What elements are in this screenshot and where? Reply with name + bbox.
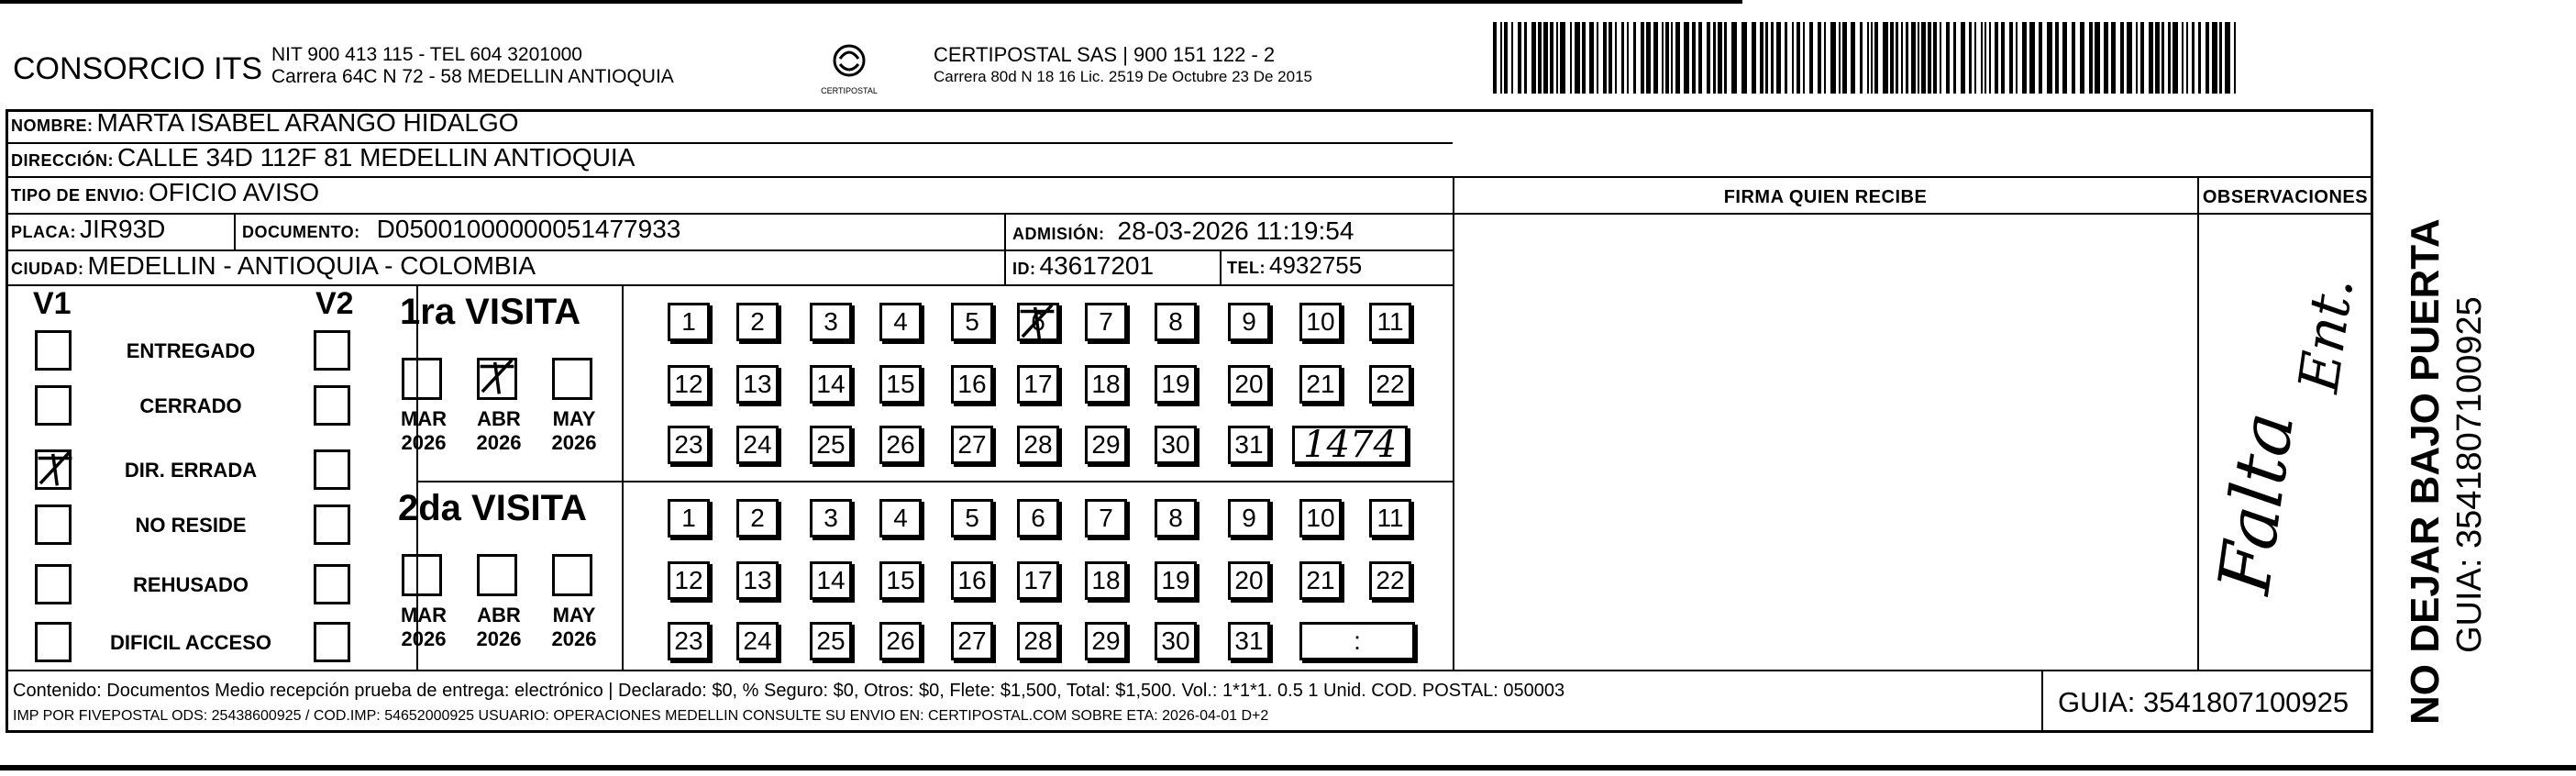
day-box[interactable] [951,622,993,660]
day-box[interactable] [1155,365,1197,404]
rule [234,213,236,249]
day-number: 27 [957,430,987,459]
status-checkbox-v1[interactable] [35,504,72,545]
rule [1453,176,1454,670]
rule [6,284,1453,286]
plate-label: PLACA: [11,223,76,241]
day-box[interactable] [1085,303,1127,341]
day-box[interactable] [951,365,993,404]
day-number: 19 [1161,566,1190,594]
day-number: 18 [1091,370,1121,398]
status-label: ENTREGADO [126,339,256,362]
address-row [11,143,635,172]
time-box-handwritten[interactable]: 1474 [1292,426,1408,464]
day-box[interactable] [1017,365,1059,404]
day-box[interactable] [1369,303,1411,341]
day-box[interactable] [879,561,922,600]
day-number: 17 [1023,370,1053,398]
status-checkbox-v1[interactable] [35,622,72,662]
day-number: 13 [743,370,772,398]
day-number: 6 [1031,307,1045,336]
month-name: MAY [552,604,596,626]
handwritten-ent: Ent. [2286,272,2367,397]
day-box[interactable] [1369,365,1411,404]
day-box[interactable] [1085,499,1127,538]
rule [6,176,2373,178]
day-box[interactable] [1299,499,1342,538]
day-box[interactable] [668,561,710,600]
carrier-name: CERTIPOSTAL SAS | 900 151 122 - 2 [934,43,1276,66]
company-address: Carrera 64C N 72 - 58 MEDELLIN ANTIOQUIA [271,66,674,87]
day-number: 2 [750,307,765,336]
rule [2041,670,2043,733]
day-number: 4 [893,307,908,336]
month-name: ABR [477,604,521,626]
status-label: NO RESIDE [135,514,247,537]
day-box[interactable] [736,561,779,600]
shipping-type: OFICIO AVISO [149,178,320,206]
barcode [1493,22,2243,94]
month-label [396,604,451,651]
month-label [471,407,526,455]
status-checkbox-v2[interactable] [314,330,350,371]
shipping-type-row [11,178,319,207]
day-box[interactable] [736,499,779,538]
status-checkbox-v2[interactable] [314,564,350,604]
month-label [547,407,602,455]
rule [6,670,2373,671]
carrier-address: Carrera 80d N 18 16 Lic. 2519 De Octubre 23 De 2015 [934,68,1312,85]
admission: 28-03-2026 11:19:54 [1117,216,1354,245]
visit-title: 2da VISITA [398,488,587,528]
rule [416,481,1453,482]
top-rule [0,0,1742,4]
day-number: 31 [1234,626,1264,655]
day-box[interactable] [736,622,779,660]
month-name: MAR [400,604,448,626]
status-label: DIR. ERRADA [124,459,258,482]
footer-contents: Contenido: Documentos Medio recepción prueba de entrega: electrónico | Declarado: $0, % Seguro: $0, Otros: $0, Flete: $1,500, Total: $1,500. Vol.: 1*1*1. 0.5 1 Unid. COD. POSTAL: 050003 [13,681,1565,701]
day-number: 25 [816,626,846,655]
day-number: 16 [957,566,987,594]
day-box[interactable] [951,303,993,341]
month-name: MAR [400,407,448,430]
day-box[interactable] [668,622,710,660]
day-number: 20 [1234,370,1264,398]
company-name: CONSORCIO ITS [13,51,263,86]
time-box[interactable]: : [1299,622,1415,660]
company-nit-tel: NIT 900 413 115 - TEL 604 3201000 [271,44,582,65]
day-box[interactable] [668,426,710,464]
day-box[interactable] [1155,622,1197,660]
day-box[interactable] [1155,499,1197,538]
day-box[interactable] [1299,365,1342,404]
day-number: 16 [957,370,987,398]
day-number: 7 [1099,307,1113,336]
day-box[interactable] [736,365,779,404]
status-checkbox-v1[interactable] [35,385,72,426]
side-guide: GUIA: 3541807100925 [2450,296,2489,653]
day-box[interactable] [1017,622,1059,660]
month-checkbox[interactable] [477,358,517,400]
tel-label: TEL: [1227,259,1266,277]
day-box[interactable] [1369,561,1411,600]
month-year: 2026 [551,627,597,650]
day-number: 23 [674,430,703,459]
day-number: 30 [1161,430,1190,459]
month-name: ABR [477,407,521,430]
day-box[interactable] [810,303,852,341]
address-label: DIRECCIÓN: [11,151,114,170]
day-box[interactable] [951,426,993,464]
footer-print-info: IMP POR FIVEPOSTAL ODS: 25438600925 / COD.IMP: 54652000925 USUARIO: OPERACIONES MEDELLIN CONSULTE SU ENVIO EN: CERTIPOSTAL.COM SOBRE ETA: 2026-04-01 D+2 [13,708,1269,724]
carrier-info [934,44,1312,88]
rule [1004,213,1006,284]
day-number: 3 [824,307,838,336]
day-box[interactable] [879,303,922,341]
day-number: 25 [816,430,846,459]
month-year: 2026 [551,431,597,454]
day-number: 11 [1376,307,1404,336]
day-number: 31 [1234,430,1264,459]
name-row [11,108,519,138]
day-box[interactable] [1155,561,1197,600]
name-label: NOMBRE: [11,116,94,135]
day-number: 15 [886,370,915,398]
day-number: 9 [1242,504,1256,532]
day-number: 10 [1306,504,1335,532]
day-number: 27 [957,626,987,655]
visit-title: 1ra VISITA [400,292,581,332]
day-number: 24 [743,430,772,459]
footer-guide: GUIA: 3541807100925 [2058,686,2349,718]
bottom-rule [0,765,2576,770]
city-row [11,251,536,281]
month-label [471,604,526,651]
document-label: DOCUMENTO: [242,223,360,241]
month-year: 2026 [401,431,447,454]
status-label: CERRADO [139,394,242,417]
day-box[interactable] [1085,426,1127,464]
day-box[interactable] [1155,426,1197,464]
admission-row [1012,216,1354,246]
day-number: 6 [1031,504,1045,532]
day-number: 10 [1306,307,1335,336]
day-box[interactable] [1299,561,1342,600]
day-number: 26 [886,430,915,459]
month-checkbox[interactable] [477,554,517,596]
day-number: 14 [816,566,846,594]
day-box[interactable] [1017,426,1059,464]
company-info [271,44,674,88]
day-number: 4 [893,504,908,532]
shipping-type-label: TIPO DE ENVIO: [11,186,146,205]
day-box[interactable] [1017,303,1059,341]
day-box[interactable] [1299,303,1342,341]
day-number: 14 [816,370,846,398]
day-box[interactable] [810,622,852,660]
status-checkbox-v1[interactable] [35,564,72,604]
observations-handwriting [2199,220,2371,668]
day-box[interactable] [668,303,710,341]
day-box[interactable] [1228,365,1270,404]
day-box[interactable] [1228,303,1270,341]
day-number: 20 [1234,566,1264,594]
day-box[interactable] [879,622,922,660]
day-box[interactable] [879,499,922,538]
day-number: 28 [1023,430,1053,459]
day-number: 26 [886,626,915,655]
day-number: 13 [743,566,772,594]
day-box[interactable] [1155,303,1197,341]
day-box[interactable] [1085,365,1127,404]
day-box[interactable] [1017,561,1059,600]
month-label [396,407,451,455]
day-box[interactable] [1017,499,1059,538]
day-number: 17 [1023,566,1053,594]
certipostal-logo [813,37,886,105]
day-box[interactable] [879,365,922,404]
recipient-id: 43617201 [1039,251,1155,280]
day-box[interactable] [1228,622,1270,660]
plate-row [11,215,165,244]
status-checkbox-v1[interactable] [35,330,72,371]
signature-header: FIRMA QUIEN RECIBE [1723,187,1928,207]
day-number: 11 [1376,504,1404,532]
day-number: 2 [750,504,765,532]
day-box[interactable] [810,365,852,404]
status-checkbox-v2[interactable] [314,504,350,545]
admission-label: ADMISIÓN: [1012,225,1105,243]
document: D05001000000051477933 [376,215,681,243]
no-dejar-bajo-puerta: NO DEJAR BAJO PUERTA [2403,218,2448,725]
document-row [242,215,680,244]
day-number: 29 [1091,626,1121,655]
month-checkbox[interactable] [552,358,592,400]
day-number: 5 [965,307,979,336]
recipient-name: MARTA ISABEL ARANGO HIDALGO [96,108,519,137]
day-box[interactable] [736,303,779,341]
day-box[interactable] [951,561,993,600]
tel-row [1227,251,1362,280]
day-number: 8 [1168,307,1183,336]
day-box[interactable] [810,561,852,600]
rule [622,284,624,670]
day-number: 23 [674,626,703,655]
city-label: CIUDAD: [11,260,84,278]
plate: JIR93D [80,215,166,243]
day-box[interactable] [736,426,779,464]
month-name: MAY [552,407,596,430]
tel: 4932755 [1269,251,1363,279]
month-checkbox[interactable] [552,554,592,596]
month-year: 2026 [476,627,522,650]
day-number: 15 [886,566,915,594]
day-number: 24 [743,626,772,655]
day-box[interactable] [1369,499,1411,538]
day-box[interactable] [810,426,852,464]
day-number: 22 [1376,370,1405,398]
status-label: REHUSADO [133,573,249,596]
id-row [1012,251,1154,281]
month-checkbox[interactable] [402,554,442,596]
day-box[interactable] [810,499,852,538]
day-number: 12 [674,566,703,594]
v2-label: V2 [315,286,354,321]
month-year: 2026 [476,431,522,454]
month-year: 2026 [401,627,447,650]
month-checkbox[interactable] [402,358,442,400]
day-number: 1 [681,504,696,532]
day-number: 9 [1242,307,1256,336]
v1-label: V1 [33,286,72,321]
day-number: 12 [674,370,703,398]
day-number: 30 [1161,626,1190,655]
day-number: 22 [1376,566,1405,594]
status-checkbox-v2[interactable] [314,622,350,662]
day-number: 29 [1091,430,1121,459]
day-box[interactable] [1228,426,1270,464]
logo-text: CERTIPOSTAL [821,86,878,95]
handwritten-falta: Falta [2203,406,2311,599]
day-number: 21 [1306,370,1335,398]
day-box[interactable] [668,365,710,404]
day-number: 5 [965,504,979,532]
day-number: 8 [1168,504,1183,532]
day-number: 21 [1306,566,1335,594]
day-number: 7 [1099,504,1113,532]
day-box[interactable] [951,499,993,538]
day-box[interactable] [1085,561,1127,600]
day-number: 28 [1023,626,1053,655]
city: MEDELLIN - ANTIOQUIA - COLOMBIA [87,251,536,280]
status-checkbox-v1[interactable] [35,449,72,490]
rule [1220,249,1222,284]
month-label [547,604,602,651]
day-number: 3 [824,504,838,532]
status-label: DIFICIL ACCESO [109,631,271,654]
status-checkbox-v2[interactable] [314,449,350,490]
day-box[interactable] [1228,499,1270,538]
day-number: 1 [681,307,696,336]
id-label: ID: [1012,260,1036,278]
day-number: 19 [1161,370,1190,398]
observations-header: OBSERVACIONES [2202,187,2369,207]
day-box[interactable] [668,499,710,538]
day-box[interactable] [1228,561,1270,600]
day-box[interactable] [879,426,922,464]
recipient-address: CALLE 34D 112F 81 MEDELLIN ANTIOQUIA [117,143,636,172]
status-checkbox-v2[interactable] [314,385,350,426]
day-number: 18 [1091,566,1121,594]
day-box[interactable] [1085,622,1127,660]
